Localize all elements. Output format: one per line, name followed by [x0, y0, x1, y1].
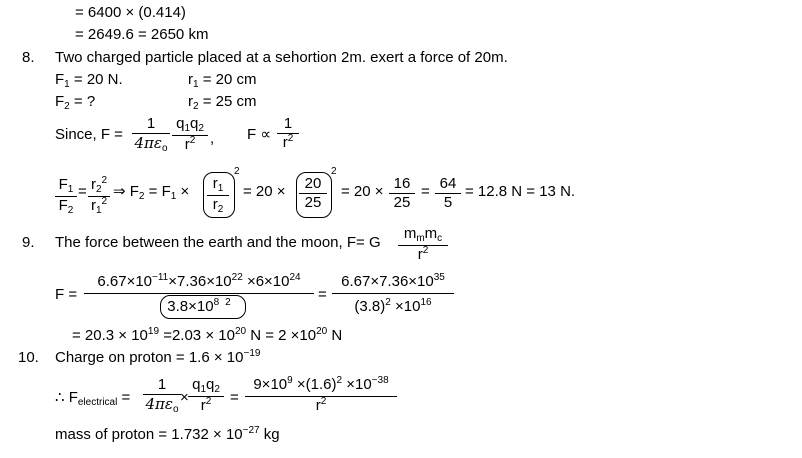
q8-since: Since, F =: [55, 126, 123, 143]
q8-exp-1: 2: [234, 166, 240, 177]
q8-frac-coulomb: 1 $4\pi\varepsilon_o$: [132, 115, 170, 155]
q8-frac-64-5: 64 5: [435, 175, 461, 212]
line-6400: = 6400 × (0.414): [75, 4, 186, 21]
q8-r2: $r_2 = 25$ cm: [188, 93, 257, 112]
q8-f1: $F_1 = 20$ N.: [55, 71, 123, 90]
q9-number: 9.: [22, 234, 35, 251]
line-2649: = 2649.6 = 2650 km: [75, 26, 209, 43]
q8-frac-20-25: 20 25: [299, 175, 327, 212]
q10-number: 10.: [18, 349, 39, 366]
q9-frac-mass: $m_mm_c$ $r^2$: [398, 225, 448, 266]
q8-comma: ,: [210, 130, 215, 147]
q9-frac-main: $6.67\times 10^{-11}\times 7.36\times 10^{22} \times 6\times 10^{24}$ $3.8\times 10^8$ $^2$: [84, 273, 314, 318]
q8-r1: $r_1 = 20$ cm: [188, 71, 257, 90]
q8-exp-2: 2: [331, 166, 337, 177]
q8-eq4: =: [421, 183, 430, 200]
q8-frac-r1r2: $r_1$ $r_2$: [207, 175, 229, 216]
q8-eq3: = 20 ×: [341, 183, 384, 200]
q8-number: 8.: [22, 49, 35, 66]
q10-felectrical: ∴ $F_{electrical}$ =: [55, 389, 131, 408]
q8-frac-16-25: 16 25: [389, 175, 415, 212]
q9-result: = $20.3 \times 10^{19} =2.03 \times 10^{20}$ $N = 2 \times 10^{20}$ N: [72, 326, 343, 344]
q9-frac-right: $6.67\times 7.36\times 10^{35}$ $(3.8)^2 \times 10^{16}$: [332, 273, 454, 318]
q8-frac-q1q2: $q_1q_2$ $r^2$: [172, 115, 208, 156]
q10-eq2: =: [230, 389, 239, 406]
q8-frac-r2r1: $r_2^2$ $r_1^2$: [88, 176, 110, 217]
q8-result: = 12.8 N = 13 N.: [465, 183, 576, 200]
q8-fprop: F ∝: [247, 126, 272, 143]
q8-eq2: = 20 ×: [243, 183, 286, 200]
q8-eqsign: =: [78, 183, 87, 200]
q10-times: ×: [180, 389, 189, 406]
q9-eq: =: [318, 286, 327, 303]
q9-feq: F =: [55, 286, 78, 303]
q9-paren: [160, 295, 246, 319]
q8-frac-f1f2: $F_1$ $F_2$: [55, 176, 77, 217]
q8-text: Two charged particle placed at a sehortion 2m. exert a force of 20m.: [55, 49, 508, 66]
q10-text: Charge on proton = $1.6 \times 10^{-19}$: [55, 348, 261, 366]
q10-frac-q1q2: $q_1q_2$ $r^2$: [188, 376, 224, 417]
q9-text: The force between the earth and the moon, F= G: [55, 234, 381, 251]
q10-frac-coulomb: 1 $4\pi\varepsilon_o$: [143, 376, 181, 416]
q8-frac-inverse: 1 $r^2$: [277, 115, 299, 154]
q8-f2: $F_2$ = ?: [55, 93, 96, 112]
q10-frac-right: $9\times 10^9 \times(1.6)^2 \times 10^{-38}$ $r^2$: [245, 376, 397, 417]
q10-mass: mass of proton = $1.732 \times 10^{-27}$ kg: [55, 425, 280, 443]
q8-implies: ⇒ $F_2 = F_1$ ×: [113, 183, 190, 202]
